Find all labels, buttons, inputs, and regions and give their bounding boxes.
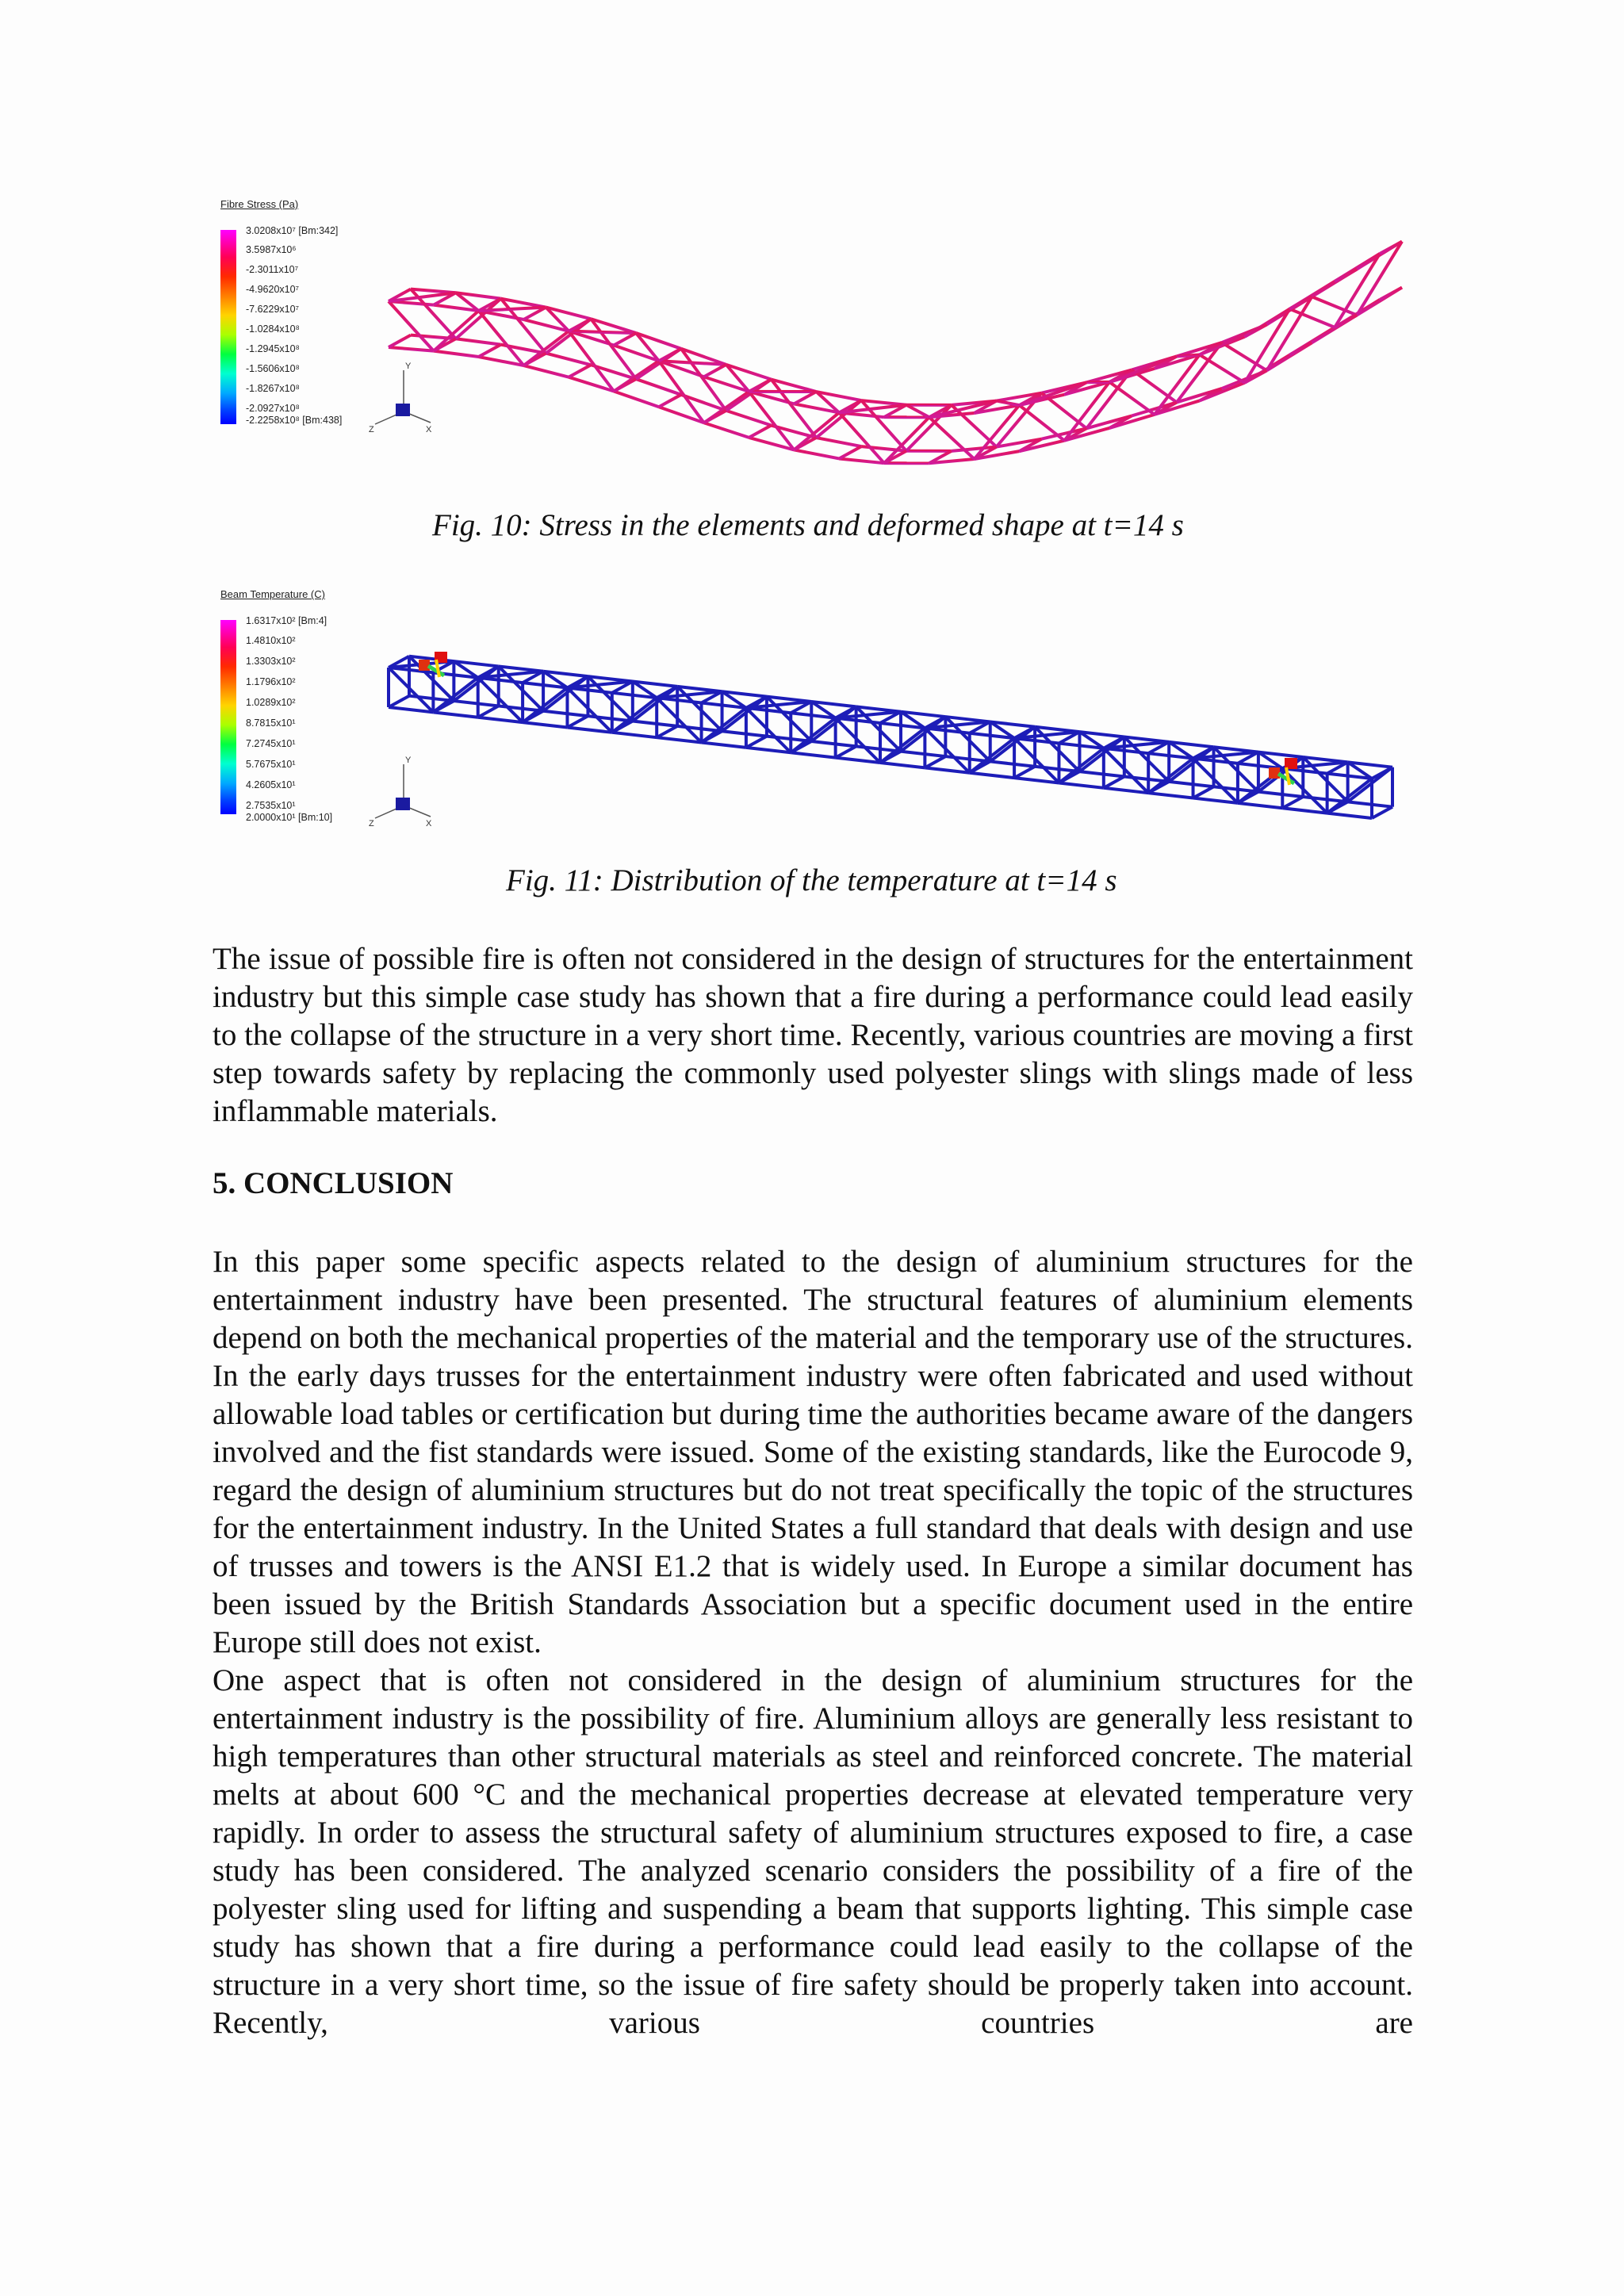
temperature-legend-label: 1.3303x10² <box>246 656 296 667</box>
stress-legend-label: -2.3011x10⁷ <box>246 264 299 275</box>
stress-legend-label: -1.5606x10⁸ <box>246 363 300 374</box>
temperature-legend-label: 1.0289x10² <box>246 697 296 708</box>
stress-legend-title: Fibre Stress (Pa) <box>220 198 299 210</box>
deformed-truss-illustration <box>373 246 1451 484</box>
stress-legend-label: -2.2258x10⁸ [Bm:438] <box>246 415 343 426</box>
axis-label-y: Y <box>405 362 412 371</box>
temperature-legend-label: 1.6317x10² [Bm:4] <box>246 615 327 626</box>
straight-truss-illustration <box>373 636 1451 842</box>
figure-11 <box>214 588 1451 850</box>
paragraph-conclusion-2: One aspect that is often not considered in the design of aluminium structures for the entertainment industry is the possibility of fire. Aluminium alloys are generally less resistant to high temperatures than other structural materials as steel and reinforced concrete. The material melts at about 600 °C and the mechanical properties decrease at elevated temperature very rapidly. In order to assess the structural safety of aluminium structures exposed to fire, a case study has been considered. The analyzed scenario considers the possibility of a fire of the polyester sling used for lifting and suspending a beam that supports lighting. This simple case study has shown that a fire during a performance could lead easily to the collapse of the structure in a very short time, so the issue of fire safety should be properly taken into account. Recently, various countries are <box>213 1663 1413 2040</box>
paragraph-conclusion-1: In this paper some specific aspects related to the design of aluminium structures for the entertainment industry have been presented. The structural features of aluminium elements depend on both the mechanical properties of the material and the temporary use of the structures. In the early days trusses for the entertainment industry were often fabricated and used without allowable load tables or certification but during time the authorities became aware of the dangers involved and the fist standards were issued. Some of the existing standards, like the Eurocode 9, regard the design of aluminium structures but do not treat specifically the topic of the structures for the entertainment industry. In the United States a full standard that deals with design and use of trusses and towers is the ANSI E1.2 that is widely used. In Europe a similar document has been issued by the British Standards Association but a specific document used in the entire Europe still does not exist. <box>213 1245 1413 1659</box>
axis-label-y: Y <box>405 756 412 765</box>
figure-11-caption: Fig. 11: Distribution of the temperature at t=14 s <box>506 863 1117 897</box>
temperature-legend-label: 7.2745x10¹ <box>246 738 296 749</box>
temperature-legend-label: 1.1796x10² <box>246 676 296 687</box>
stress-legend-label: 3.0208x10⁷ [Bm:342] <box>246 225 339 236</box>
stress-legend-label: 3.5987x10⁶ <box>246 244 297 255</box>
figure-10 <box>214 198 1451 492</box>
temperature-legend-label: 4.2605x10¹ <box>246 779 296 790</box>
stress-legend-label: -7.6229x10⁷ <box>246 304 300 315</box>
stress-legend-label: -1.8267x10⁸ <box>246 383 300 394</box>
temperature-legend-label: 5.7675x10¹ <box>246 759 296 770</box>
axis-label-z: Z <box>369 425 374 434</box>
temperature-legend-title: Beam Temperature (C) <box>220 588 325 600</box>
section-heading-conclusion: 5. CONCLUSION <box>213 1166 454 1200</box>
temperature-legend-label: 2.7535x10¹ <box>246 800 296 811</box>
temperature-legend-label: 1.4810x10² <box>246 635 296 646</box>
stress-legend-label: -1.0284x10⁸ <box>246 323 300 335</box>
stress-colorbar <box>220 230 236 424</box>
temperature-legend-label: 8.7815x10¹ <box>246 718 296 729</box>
stress-legend-label: -2.0927x10⁸ <box>246 403 300 414</box>
axis-label-z: Z <box>369 819 374 828</box>
axis-label-x: X <box>426 819 432 828</box>
paragraph-fire-issue: The issue of possible fire is often not considered in the design of structures for the entertainment industry but this simple case study has shown that a fire during a performance could lead easily to the collapse of the structure in a very short time. Recently, various countries are moving a first step towards safety by replacing the commonly used polyester slings with slings made of less inflammable materials. <box>213 942 1413 1128</box>
stress-legend-label: -1.2945x10⁸ <box>246 343 300 354</box>
figure-10-caption: Fig. 10: Stress in the elements and deformed shape at t=14 s <box>432 508 1184 542</box>
temperature-colorbar <box>220 620 236 814</box>
axis-label-x: X <box>426 425 432 434</box>
temperature-legend-label: 2.0000x10¹ [Bm:10] <box>246 812 333 823</box>
stress-legend-label: -4.9620x10⁷ <box>246 284 300 295</box>
